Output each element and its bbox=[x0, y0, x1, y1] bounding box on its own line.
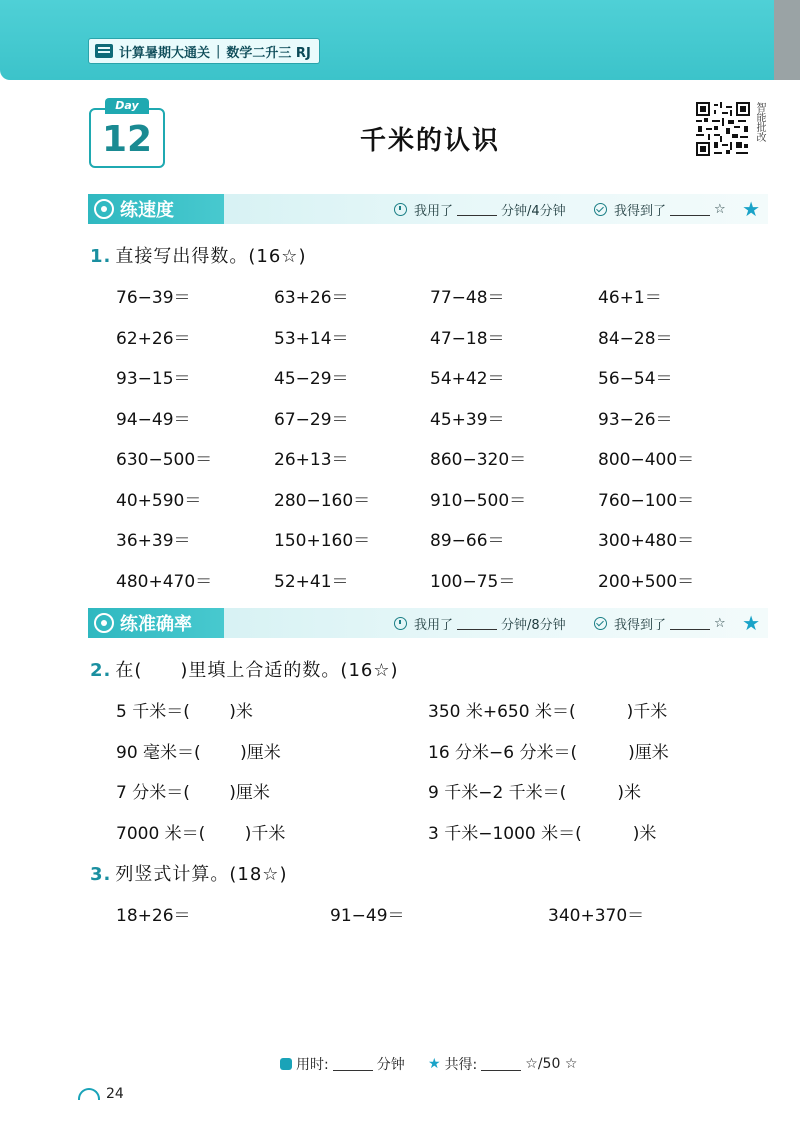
problem-item: 46+1＝ bbox=[598, 288, 662, 308]
header-band bbox=[0, 0, 800, 80]
section-accuracy-time bbox=[394, 608, 566, 638]
score-blank[interactable] bbox=[670, 203, 710, 216]
qr-caption: 智能批改 bbox=[754, 102, 765, 142]
problem-item: 480+470＝ bbox=[116, 572, 213, 592]
problem-item: 76−39＝ bbox=[116, 288, 191, 308]
stopwatch-icon bbox=[94, 199, 114, 219]
section-speed-tag bbox=[88, 194, 224, 224]
problem-item: 77−48＝ bbox=[430, 288, 505, 308]
question-2-text: 在( )里填上合适的数。(16☆) bbox=[115, 660, 399, 681]
time-used-label: 我用了 bbox=[414, 203, 454, 219]
problem-item: 800−400＝ bbox=[598, 450, 695, 470]
problem-item: 53+14＝ bbox=[274, 329, 349, 349]
fill-blank-item: 9 千米−2 千米＝( )米 bbox=[428, 783, 641, 803]
question-2-number: 2. bbox=[90, 660, 112, 681]
footer-total-blank[interactable] bbox=[481, 1058, 521, 1071]
check-icon bbox=[594, 617, 607, 630]
score-blank[interactable] bbox=[670, 617, 710, 630]
fill-blank-item: 350 米+650 米＝( )千米 bbox=[428, 702, 668, 722]
section-accuracy-label: 练准确率 bbox=[120, 614, 192, 635]
time-limit-label: 分钟/8分钟 bbox=[501, 617, 566, 633]
question-3-text: 列竖式计算。(18☆) bbox=[115, 864, 288, 885]
section-speed-bar bbox=[88, 194, 768, 224]
fill-blank-item: 90 毫米＝( )厘米 bbox=[116, 743, 281, 763]
problem-item: 630−500＝ bbox=[116, 450, 213, 470]
time-blank[interactable] bbox=[457, 617, 497, 630]
problem-item: 63+26＝ bbox=[274, 288, 349, 308]
fill-blank-item: 7000 米＝( )千米 bbox=[116, 824, 286, 844]
clock-icon bbox=[394, 203, 407, 216]
time-limit-label: 分钟/4分钟 bbox=[501, 203, 566, 219]
problem-item: 760−100＝ bbox=[598, 491, 695, 511]
problem-item: 93−15＝ bbox=[116, 369, 191, 389]
section-speed-label: 练速度 bbox=[120, 200, 174, 221]
section-accuracy-bar bbox=[88, 608, 768, 638]
book-title: 计算暑期大通关 bbox=[119, 45, 211, 61]
day-label: Day bbox=[105, 98, 149, 114]
problem-item: 910−500＝ bbox=[430, 491, 527, 511]
star-badge-icon: ★ bbox=[742, 197, 760, 221]
problem-item: 300+480＝ bbox=[598, 531, 695, 551]
problem-item: 100−75＝ bbox=[430, 572, 516, 592]
score-star: ☆ bbox=[714, 201, 726, 217]
clock-icon bbox=[394, 617, 407, 630]
sun-icon bbox=[78, 1088, 100, 1100]
problem-item: 54+42＝ bbox=[430, 369, 505, 389]
question-3-number: 3. bbox=[90, 864, 112, 885]
footer-time-label: 用时: bbox=[296, 1057, 329, 1073]
problem-item: 40+590＝ bbox=[116, 491, 202, 511]
vertical-calc-item: 18+26＝ bbox=[116, 906, 191, 926]
fill-blank-item: 5 千米＝( )米 bbox=[116, 702, 253, 722]
problem-item: 56−54＝ bbox=[598, 369, 673, 389]
problem-item: 93−26＝ bbox=[598, 410, 673, 430]
question-1-text: 直接写出得数。(16☆) bbox=[115, 246, 307, 267]
fill-blank-item: 7 分米＝( )厘米 bbox=[116, 783, 270, 803]
question-3-title bbox=[90, 860, 287, 886]
footer-total-suffix: ☆/50 ☆ bbox=[525, 1056, 578, 1072]
footer-total bbox=[428, 1054, 577, 1074]
star-icon: ★ bbox=[428, 1056, 441, 1072]
check-icon bbox=[594, 203, 607, 216]
score-label: 我得到了 bbox=[614, 617, 667, 633]
score-label: 我得到了 bbox=[614, 203, 667, 219]
problem-item: 26+13＝ bbox=[274, 450, 349, 470]
fill-blank-item: 16 分米−6 分米＝( )厘米 bbox=[428, 743, 669, 763]
time-used-label: 我用了 bbox=[414, 617, 454, 633]
problem-item: 84−28＝ bbox=[598, 329, 673, 349]
vertical-calc-item: 340+370＝ bbox=[548, 906, 645, 926]
problem-item: 36+39＝ bbox=[116, 531, 191, 551]
book-label bbox=[88, 38, 320, 64]
problem-item: 52+41＝ bbox=[274, 572, 349, 592]
timer-icon bbox=[280, 1058, 292, 1070]
day-number: 12 bbox=[101, 119, 153, 160]
problem-item: 45−29＝ bbox=[274, 369, 349, 389]
footer-time-blank[interactable] bbox=[333, 1058, 373, 1071]
book-icon bbox=[95, 44, 113, 58]
section-speed-score bbox=[594, 194, 726, 224]
time-blank[interactable] bbox=[457, 203, 497, 216]
question-1-number: 1. bbox=[90, 246, 112, 267]
problem-item: 67−29＝ bbox=[274, 410, 349, 430]
problem-item: 860−320＝ bbox=[430, 450, 527, 470]
vertical-calc-item: 91−49＝ bbox=[330, 906, 405, 926]
problem-item: 45+39＝ bbox=[430, 410, 505, 430]
page-edge bbox=[774, 0, 800, 80]
footer bbox=[0, 1054, 800, 1076]
page-number-block bbox=[78, 1086, 124, 1102]
book-subtitle: 数学二升三 RJ bbox=[226, 45, 311, 61]
star-badge-icon: ★ bbox=[742, 611, 760, 635]
problem-item: 150+160＝ bbox=[274, 531, 371, 551]
footer-time bbox=[280, 1054, 405, 1074]
fill-blank-item: 3 千米−1000 米＝( )米 bbox=[428, 824, 657, 844]
score-star: ☆ bbox=[714, 615, 726, 631]
footer-time-unit: 分钟 bbox=[376, 1057, 405, 1073]
page-title: 千米的认识 bbox=[359, 126, 500, 156]
section-speed-time bbox=[394, 194, 566, 224]
footer-total-label: 共得: bbox=[444, 1057, 478, 1073]
target-icon bbox=[94, 613, 114, 633]
problem-item: 280−160＝ bbox=[274, 491, 371, 511]
problem-item: 47−18＝ bbox=[430, 329, 505, 349]
section-accuracy-tag bbox=[88, 608, 224, 638]
page-number: 24 bbox=[106, 1086, 124, 1102]
qr-code-icon[interactable] bbox=[696, 102, 750, 156]
problem-item: 89−66＝ bbox=[430, 531, 505, 551]
question-1-title bbox=[90, 242, 306, 268]
problem-item: 94−49＝ bbox=[116, 410, 191, 430]
problem-item: 62+26＝ bbox=[116, 329, 191, 349]
question-2-title bbox=[90, 656, 399, 682]
problem-item: 200+500＝ bbox=[598, 572, 695, 592]
section-accuracy-score bbox=[594, 608, 726, 638]
book-separator: | bbox=[216, 43, 221, 59]
